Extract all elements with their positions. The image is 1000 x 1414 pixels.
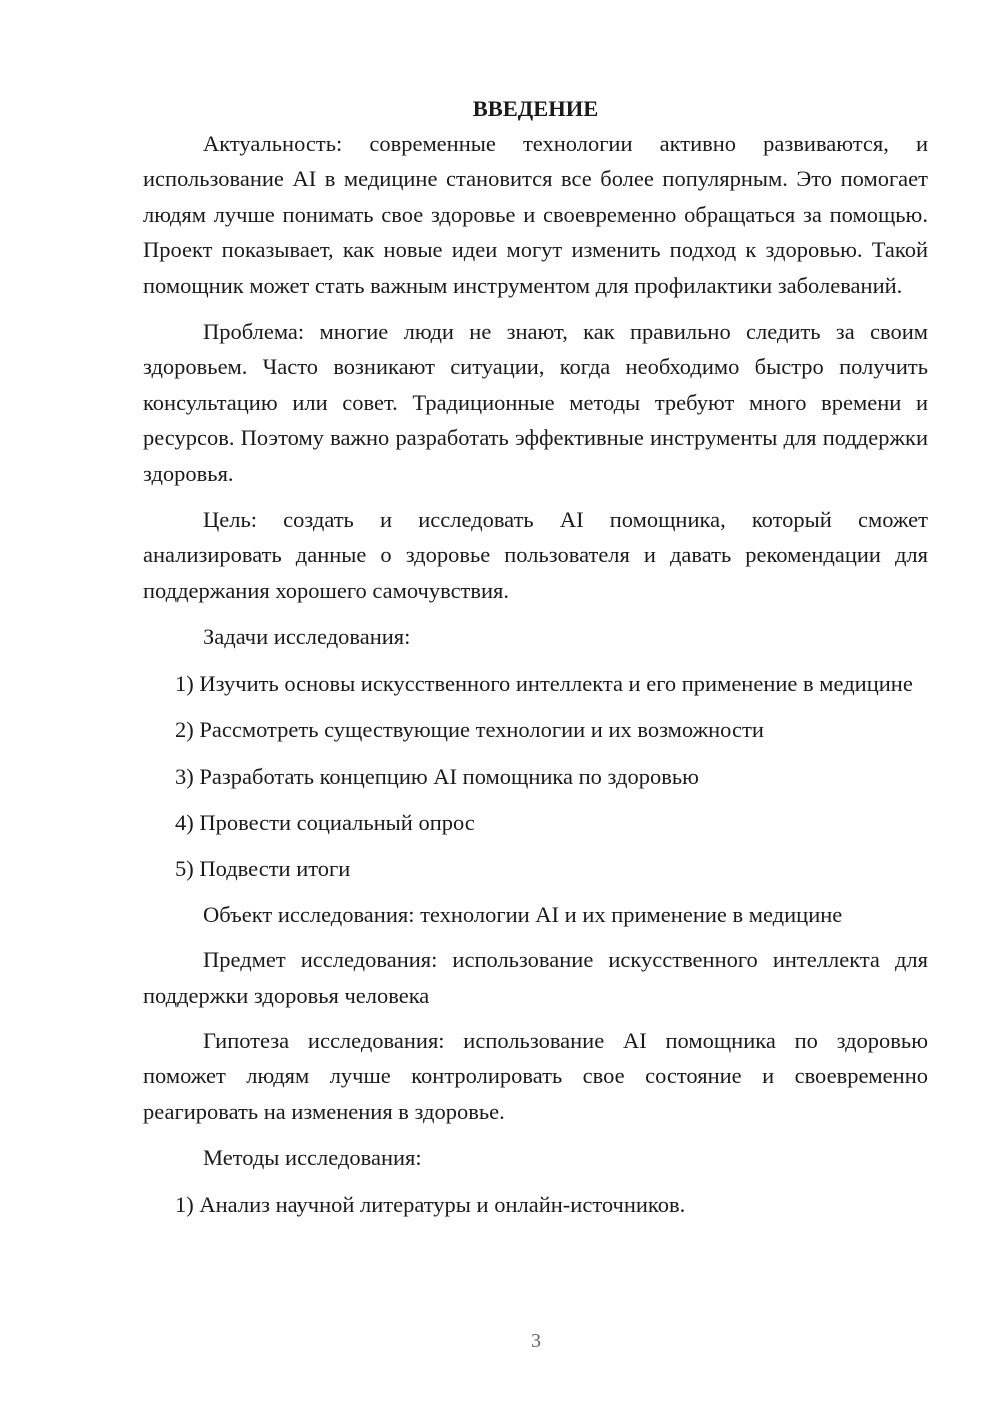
task-item-4: 4) Провести социальный опрос bbox=[175, 809, 475, 835]
task-item-2: 2) Рассмотреть существующие технологии и их возможности bbox=[175, 717, 764, 743]
subject-paragraph: Предмет исследования: использование искусственного интеллекта для поддержки здоровья человека bbox=[143, 947, 928, 1008]
goal-paragraph: Цель: создать и исследовать AI помощника, который сможет анализировать данные о здоровье пользователя и давать рекомендации для поддержания хорошего самочувствия. bbox=[143, 507, 928, 603]
hypothesis-paragraph: Гипотеза исследования: использование AI помощника по здоровью поможет людям лучше контролировать свое состояние и своевременно реагировать на изменения в здоровье. bbox=[143, 1027, 928, 1124]
problem-paragraph: Проблема: многие люди не знают, как правильно следить за своим здоровьем. Часто возникают ситуации, когда необходимо быстро получить консультацию или совет. Традиционные методы требуют много времени и ресурсов. Поэтому важно разработать эффективные инструменты для поддержки здоровья. bbox=[143, 319, 928, 486]
tasks-heading: Задачи исследования: bbox=[203, 624, 411, 650]
object-paragraph: Объект исследования: технологии AI и их применение в медицине bbox=[203, 901, 843, 927]
task-item-3: 3) Разработать концепцию AI помощника по здоровью bbox=[175, 763, 699, 789]
method-item-1: 1) Анализ научной литературы и онлайн-источников. bbox=[175, 1191, 686, 1217]
document-body bbox=[143, 92, 928, 1222]
task-item-5: 5) Подвести итоги bbox=[175, 856, 351, 882]
page-number: 3 bbox=[531, 1330, 541, 1352]
task-item-1: 1) Изучить основы искусственного интеллекта и его применение в медицине bbox=[175, 670, 913, 696]
relevance-paragraph: Актуальность: современные технологии активно развиваются, и использование AI в медицине становится все более популярным. Это помогает людям лучше понимать свое здоровье и своевременно обращаться за помощью. Проект показывает, как новые идеи могут изменить подход к здоровью. Такой помощник может стать важным инструментом для профилактики заболеваний. bbox=[143, 131, 928, 298]
methods-heading: Методы исследования: bbox=[203, 1145, 422, 1171]
page-title: ВВЕДЕНИЕ bbox=[472, 96, 599, 121]
